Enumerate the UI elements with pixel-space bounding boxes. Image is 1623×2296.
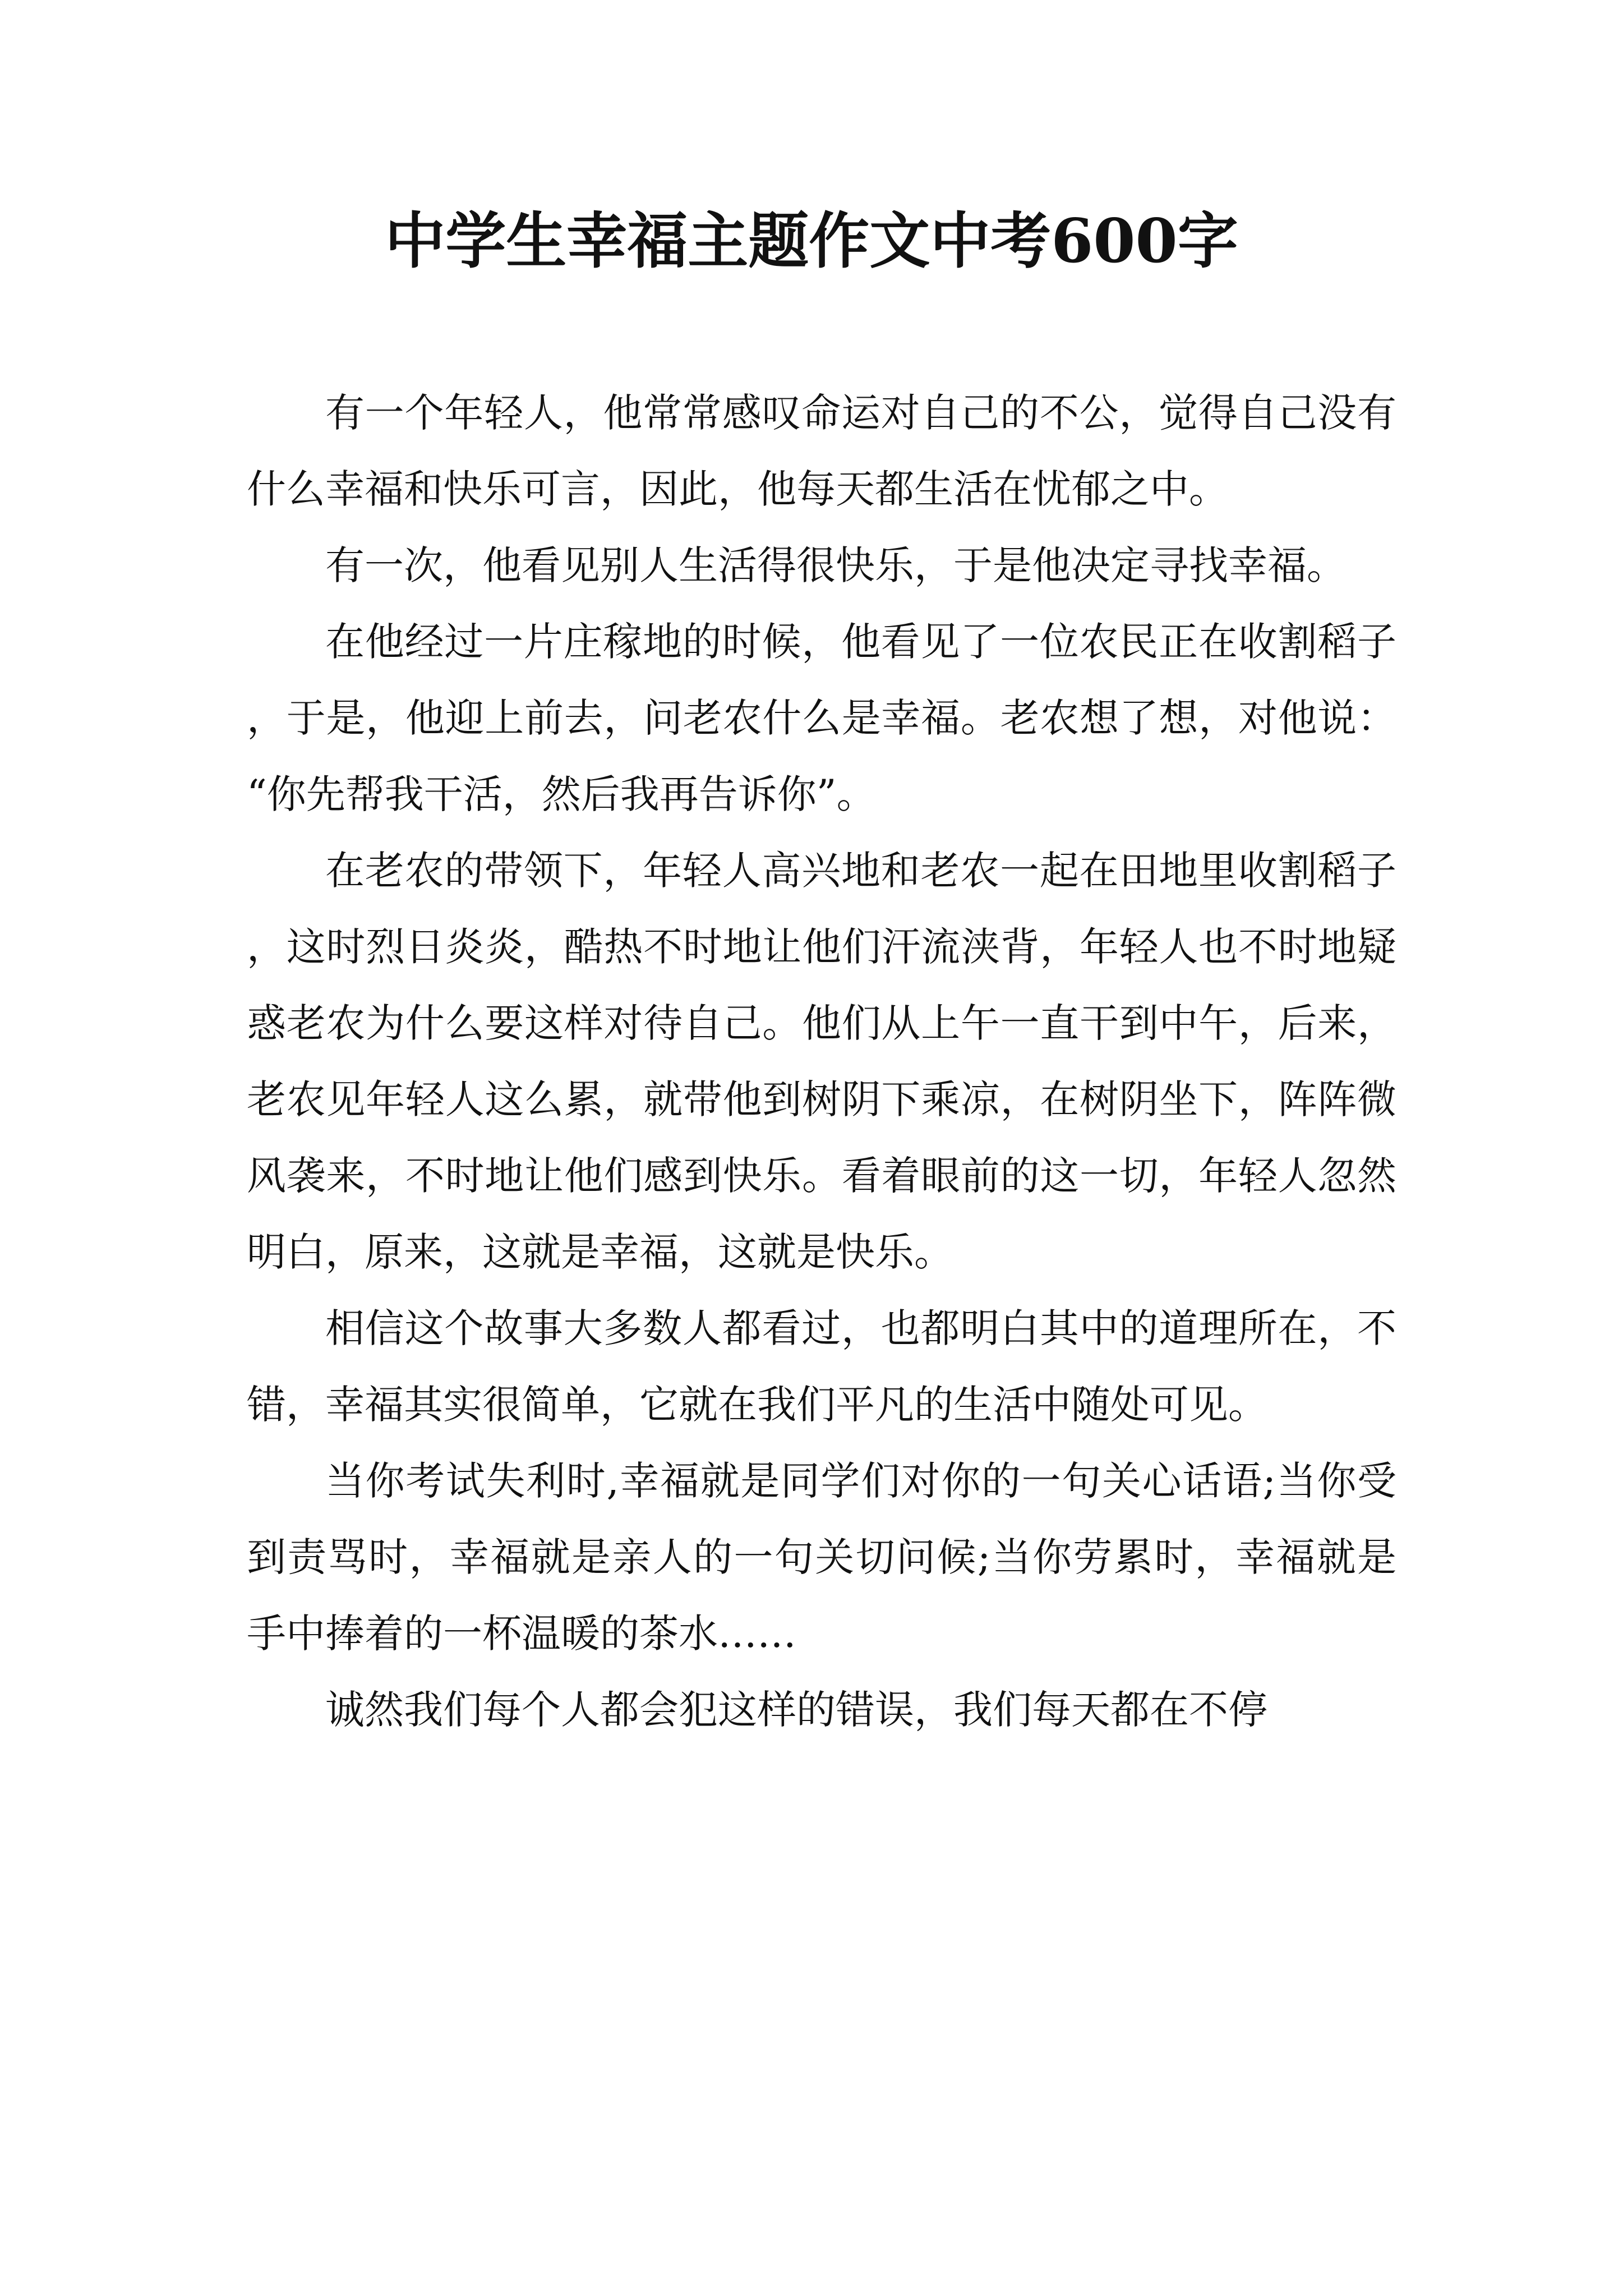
paragraph-6: 当你考试失利时,幸福就是同学们对你的一句关心话语;当你受到责骂时，幸福就是亲人的一句关切问候;当你劳累时，幸福就是手中捧着的一杯温暖的茶水……: [247, 1458, 1396, 1657]
document-title: 中学生幸福主题作文中考600字: [385, 206, 1238, 277]
paragraph-3: 在他经过一片庄稼地的时候，他看见了一位农民正在收割稻子，于是，他迎上前去，问老农什么是幸福。老农想了想，对他说：“你先帮我干活，然后我再告诉你”。: [247, 619, 1396, 817]
paragraph-7: 诚然我们每个人都会犯这样的错误，我们每天都在不停: [325, 1687, 1267, 1733]
paragraph-2: 有一次，他看见别人生活得很快乐，于是他决定寻找幸福。: [325, 542, 1346, 588]
paragraph-1: 有一个年轻人，他常常感叹命运对自己的不公，觉得自己没有什么幸福和快乐可言，因此，他每天都生活在忧郁之中。: [247, 390, 1396, 512]
paragraph-5: 相信这个故事大多数人都看过，也都明白其中的道理所在，不错，幸福其实很简单，它就在我们平凡的生活中随处可见。: [247, 1305, 1396, 1428]
essay-body: [247, 375, 1396, 1748]
paragraph-4: 在老农的带领下，年轻人高兴地和老农一起在田地里收割稻子，这时烈日炎炎，酷热不时地让他们汗流浃背，年轻人也不时地疑惑老农为什么要这样对待自己。他们从上午一直干到中午，后来，老农见年轻人这么累，就带他到树阴下乘凉，在树阴坐下，阵阵微风袭来，不时地让他们感到快乐。看着眼前的这一切，年轻人忽然明白，原来，这就是幸福，这就是快乐。: [247, 848, 1396, 1275]
